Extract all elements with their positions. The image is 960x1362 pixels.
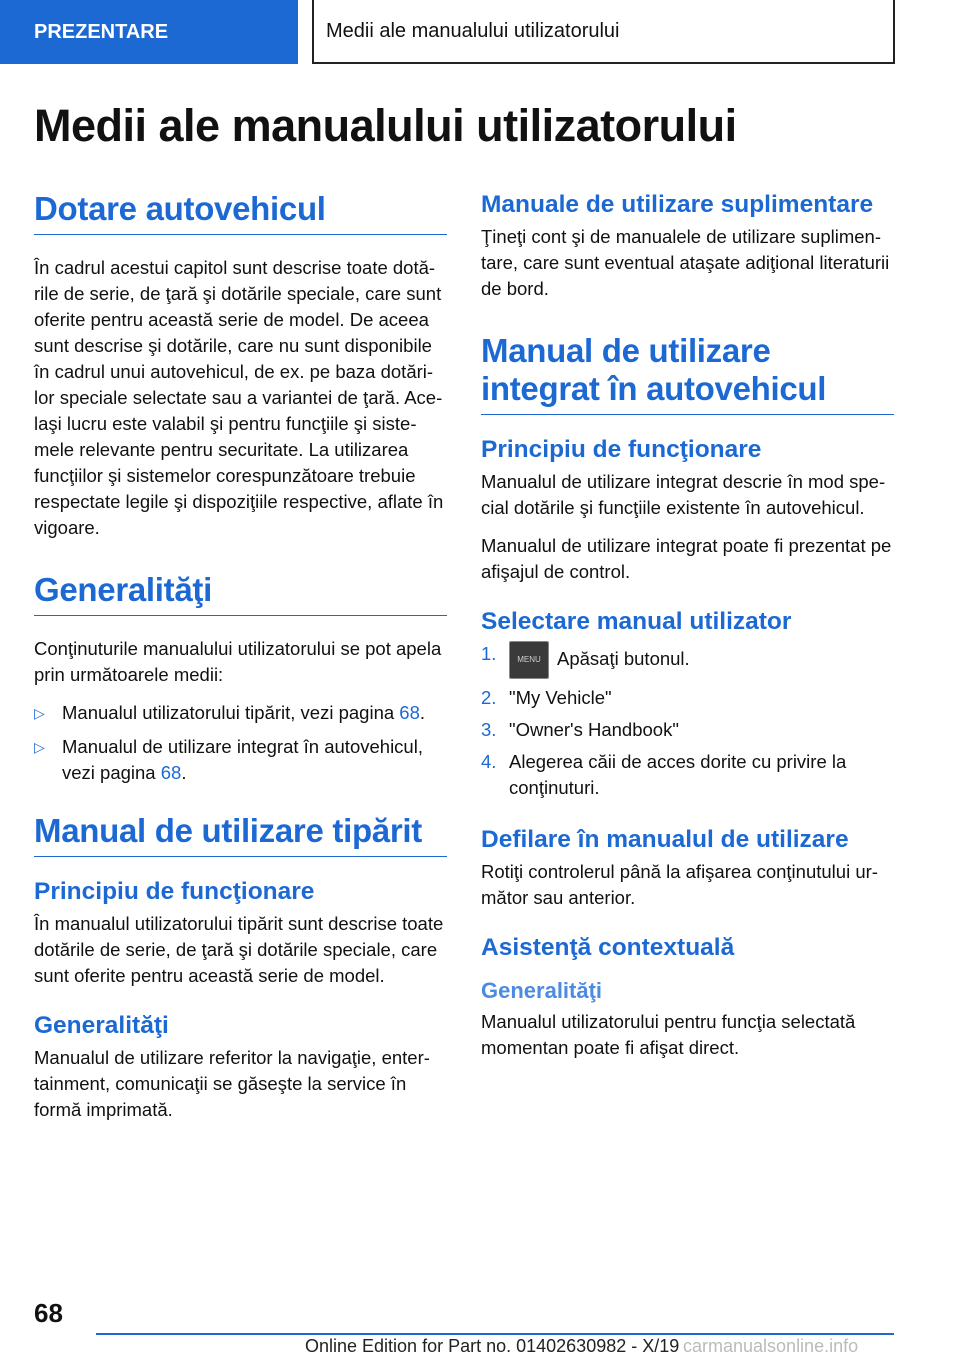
list-item-text: Manualul utilizatorului tipărit, vezi pagina <box>62 702 400 723</box>
paragraph-principiu-integrat-2: Manualul de utilizare integrat poate fi prezentat pe afişajul de control. <box>481 535 892 582</box>
left-column <box>34 190 447 1135</box>
menu-button-icon: MENU <box>509 641 549 679</box>
step-text: Apăsaţi butonul. <box>557 647 690 669</box>
step-item <box>481 717 894 743</box>
footer-edition: Online Edition for Part no. 01402630982 - X/19 <box>305 1336 680 1356</box>
paragraph-principiu-integrat-1: Manualul de utilizare integrat descrie în mod special dotările şi funcţiile existente în autovehicul. <box>481 471 886 518</box>
subheading-defilare: Defilare în manualul de utilizare <box>481 826 849 853</box>
media-list <box>34 700 447 786</box>
subheading-principiu-integrat: Principiu de funcţionare <box>481 436 762 463</box>
step-text: "Owner's Handbook" <box>509 719 679 740</box>
step-item <box>481 749 894 801</box>
paragraph-generalitati-tiparit: Manualul de utilizare referitor la navigaţie, entertainment, comunicaţii se găseşte la service în formă imprimată. <box>34 1047 430 1120</box>
step-number: 2. <box>481 687 497 708</box>
paragraph-generalitati: Conţinuturile manualului utilizatorului se pot apela prin următoarele medii: <box>34 638 442 685</box>
list-item-text: Manualul de utilizare integrat în autovehicul, vezi pagina <box>62 736 423 783</box>
triangle-bullet-icon: ▷ <box>34 739 45 755</box>
steps-list <box>481 641 894 801</box>
list-item <box>34 734 447 786</box>
step-number: 1. <box>481 643 497 664</box>
paragraph-manuale-suplimentare: Ţineţi cont şi de manualele de utilizare suplimentare, care sunt eventual ataşate adiţional literaturii de bord. <box>481 226 890 299</box>
right-column <box>481 190 894 1073</box>
step-item <box>481 641 894 679</box>
watermark: carmanualsonline.info <box>683 1336 859 1356</box>
step-text: Alegerea căii de acces dorite cu privire la conţinuturi. <box>509 751 847 798</box>
paragraph-asistenta: Manualul utilizatorului pentru funcţia selectată momentan poate fi afişat direct. <box>481 1011 856 1058</box>
page-number: 68 <box>34 1298 63 1328</box>
step-number: 3. <box>481 719 497 740</box>
step-number: 4. <box>481 751 497 772</box>
subheading-manuale-suplimentare: Manuale de utilizare suplimentare <box>481 191 874 218</box>
heading-dotare-autovehicul: Dotare autovehicul <box>34 190 447 235</box>
footer-divider <box>96 1333 894 1335</box>
page-link[interactable]: 68 <box>399 702 420 723</box>
header-section-tab <box>0 0 298 64</box>
header-section-label: PREZENTARE <box>34 20 169 43</box>
subheading-principiu: Principiu de funcţionare <box>34 878 315 905</box>
header-chapter-title <box>312 0 895 64</box>
page-title: Medii ale manualului utilizatorului <box>34 100 737 151</box>
paragraph-defilare: Rotiţi controlerul până la afişarea conţinutului următor sau anterior. <box>481 861 878 908</box>
paragraph-dotare: În cadrul acestui capitol sunt descrise toate dotările de serie, de ţară şi dotările speciale, care sunt oferite pentru această serie de model. De aceea sunt descrise şi dotările, care nu sunt disponibile în cadrul unui autovehicul, de ex. pe baza dotărilor speciale selectate sau a variantei de ţară. Acelaşi lucru este valabil şi pentru funcţiile şi sistemele relevante pentru securitate. La utilizarea funcţiilor şi sistemelor corespunzătoare trebuie respectate legile şi dispoziţiile respective, aflate în vigoare. <box>34 257 444 538</box>
paragraph-principiu: În manualul utilizatorului tipărit sunt descrise toate dotările de serie, de ţară şi dotările speciale, care sunt oferite pentru această serie de model. <box>34 913 444 986</box>
heading-manual-integrat: Manual de utilizare integrat în autovehicul <box>481 332 894 415</box>
subheading-selectare-manual: Selectare manual utilizator <box>481 608 792 635</box>
list-item-end: . <box>419 702 426 723</box>
step-text: "My Vehicle" <box>509 687 612 708</box>
list-item-end: . <box>181 762 187 783</box>
step-item <box>481 685 894 711</box>
heading-manual-tiparit: Manual de utilizare tipărit <box>34 812 447 857</box>
subheading-asistenta: Asistenţă contextuală <box>481 934 735 961</box>
list-item <box>34 700 447 726</box>
subheading-generalitati-asistenta: Generalităţi <box>481 978 603 1003</box>
heading-generalitati: Generalităţi <box>34 571 447 616</box>
subheading-generalitati: Generalităţi <box>34 1012 169 1039</box>
page-link[interactable]: 68 <box>160 762 182 783</box>
header-chapter-label: Medii ale manualului utilizatorului <box>326 19 620 42</box>
triangle-bullet-icon: ▷ <box>34 705 45 721</box>
